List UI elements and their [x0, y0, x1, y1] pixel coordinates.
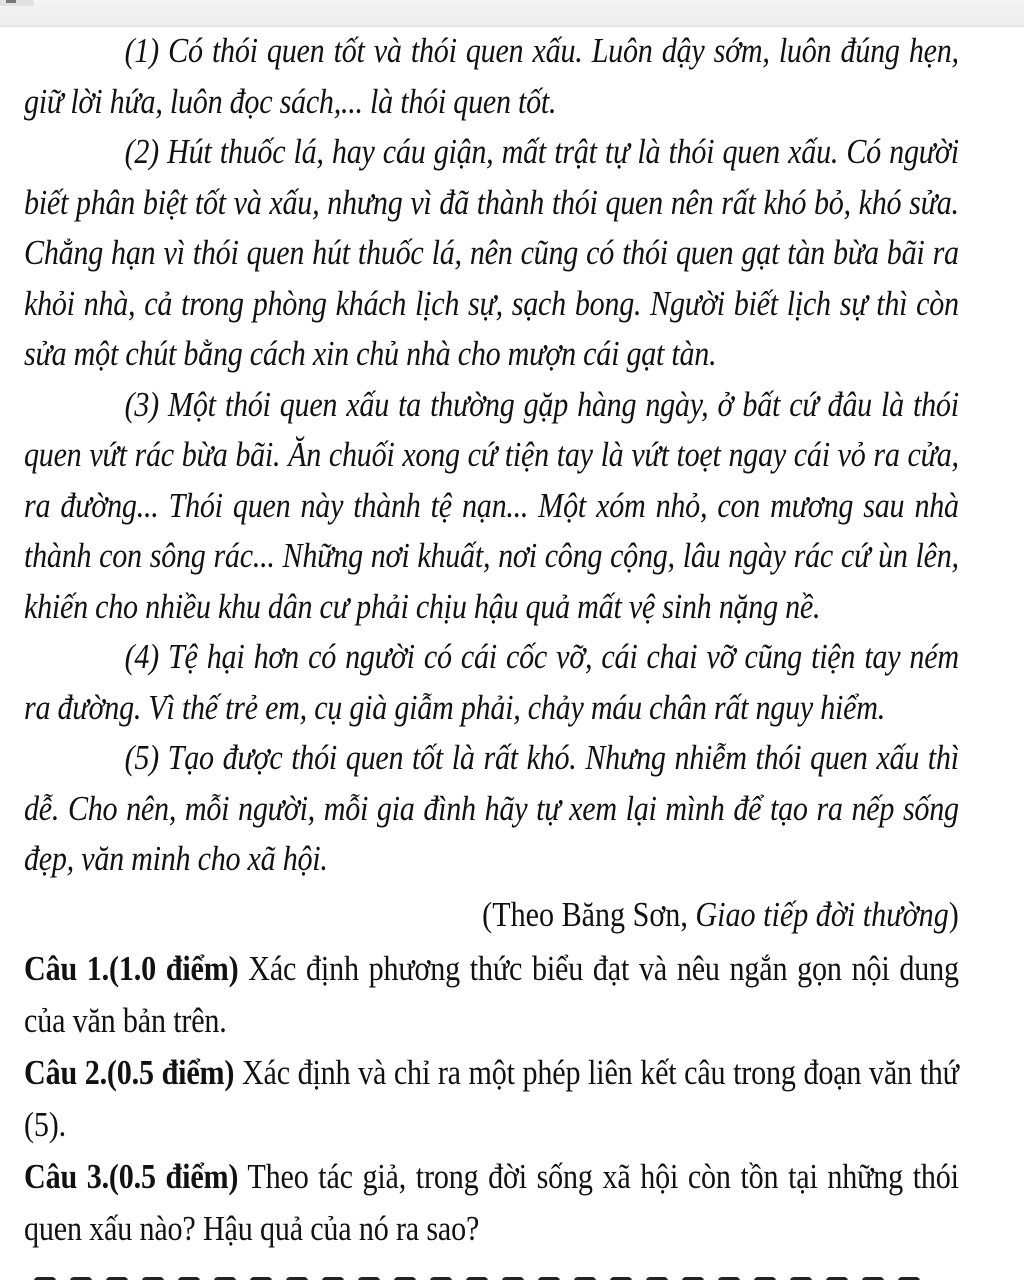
reading-passage	[24, 26, 959, 885]
paragraph-5: (5) Tạo được thói quen tốt là rất khó. Nhưng nhiễm thói quen xấu thì dễ. Cho nên, mỗi người, mỗi gia đình hãy tự xem lại mình để tạo ra nếp sống đẹp, văn minh cho xã hội.	[24, 738, 959, 878]
question-3-label: Câu 3.(0.5 điểm)	[24, 1156, 239, 1196]
viewer-top-bar	[0, 0, 1024, 27]
paragraph-1: (1) Có thói quen tốt và thói quen xấu. Luôn dậy sớm, luôn đúng hẹn, giữ lời hứa, luôn đọc sách,... là thói quen tốt.	[24, 31, 959, 121]
paragraph-3: (3) Một thói quen xấu ta thường gặp hàng ngày, ở bất cứ đâu là thói quen vứt rác bừa bãi. Ăn chuối xong cứ tiện tay là vứt toẹt ngay cái vỏ ra cửa, ra đường... Thói quen này thành tệ nạn... Một xóm nhỏ, con mương sau nhà thành con sông rác... Những nơi khuất, nơi công cộng, lâu ngày rác cứ ùn lên, khiến cho nhiều khu dân cư phải chịu hậu quả mất vệ sinh nặng nề.	[24, 384, 959, 626]
document-page	[24, 26, 959, 1255]
question-1-text: Xác định phương thức biểu đạt và nêu ngắn gọn nội dung của văn bản trên.	[24, 948, 959, 1040]
citation-book-title: Giao tiếp đời thường	[695, 894, 949, 934]
question-2-label: Câu 2.(0.5 điểm)	[24, 1052, 235, 1092]
question-3-text: Theo tác giả, trong đời sống xã hội còn tồn tại những thói quen xấu nào? Hậu quả của nó ra sao?	[24, 1156, 959, 1248]
citation-prefix: (Theo Băng Sơn,	[482, 894, 696, 934]
question-2-text: Xác định và chỉ ra một phép liên kết câu trong đoạn văn thứ (5).	[24, 1052, 959, 1144]
tab-icon	[6, 0, 16, 3]
citation-suffix: )	[948, 894, 959, 934]
question-1-label: Câu 1.(1.0 điểm)	[24, 948, 239, 988]
paragraph-2: (2) Hút thuốc lá, hay cáu giận, mất trật tự là thói quen xấu. Có người biết phân biệt tốt và xấu, nhưng vì đã thành thói quen nên rất khó bỏ, khó sửa. Chẳng hạn vì thói quen hút thuốc lá, nên cũng có thói quen gạt tàn bừa bãi ra khỏi nhà, cả trong phòng khách lịch sự, sạch bong. Người biết lịch sự thì còn sửa một chút bằng cách xin chủ nhà cho mượn cái gạt tàn.	[24, 132, 959, 373]
paragraph-4: (4) Tệ hại hơn có người có cái cốc vỡ, cái chai vỡ cũng tiện tay ném ra đường. Vì thế trẻ em, cụ già giẫm phải, chảy máu chân rất nguy hiểm.	[24, 637, 959, 727]
source-citation	[24, 887, 959, 943]
question-1	[24, 943, 959, 1047]
question-3	[24, 1151, 959, 1255]
question-list	[24, 943, 959, 1255]
cut-off-next-line	[34, 1272, 964, 1280]
question-2	[24, 1047, 959, 1151]
